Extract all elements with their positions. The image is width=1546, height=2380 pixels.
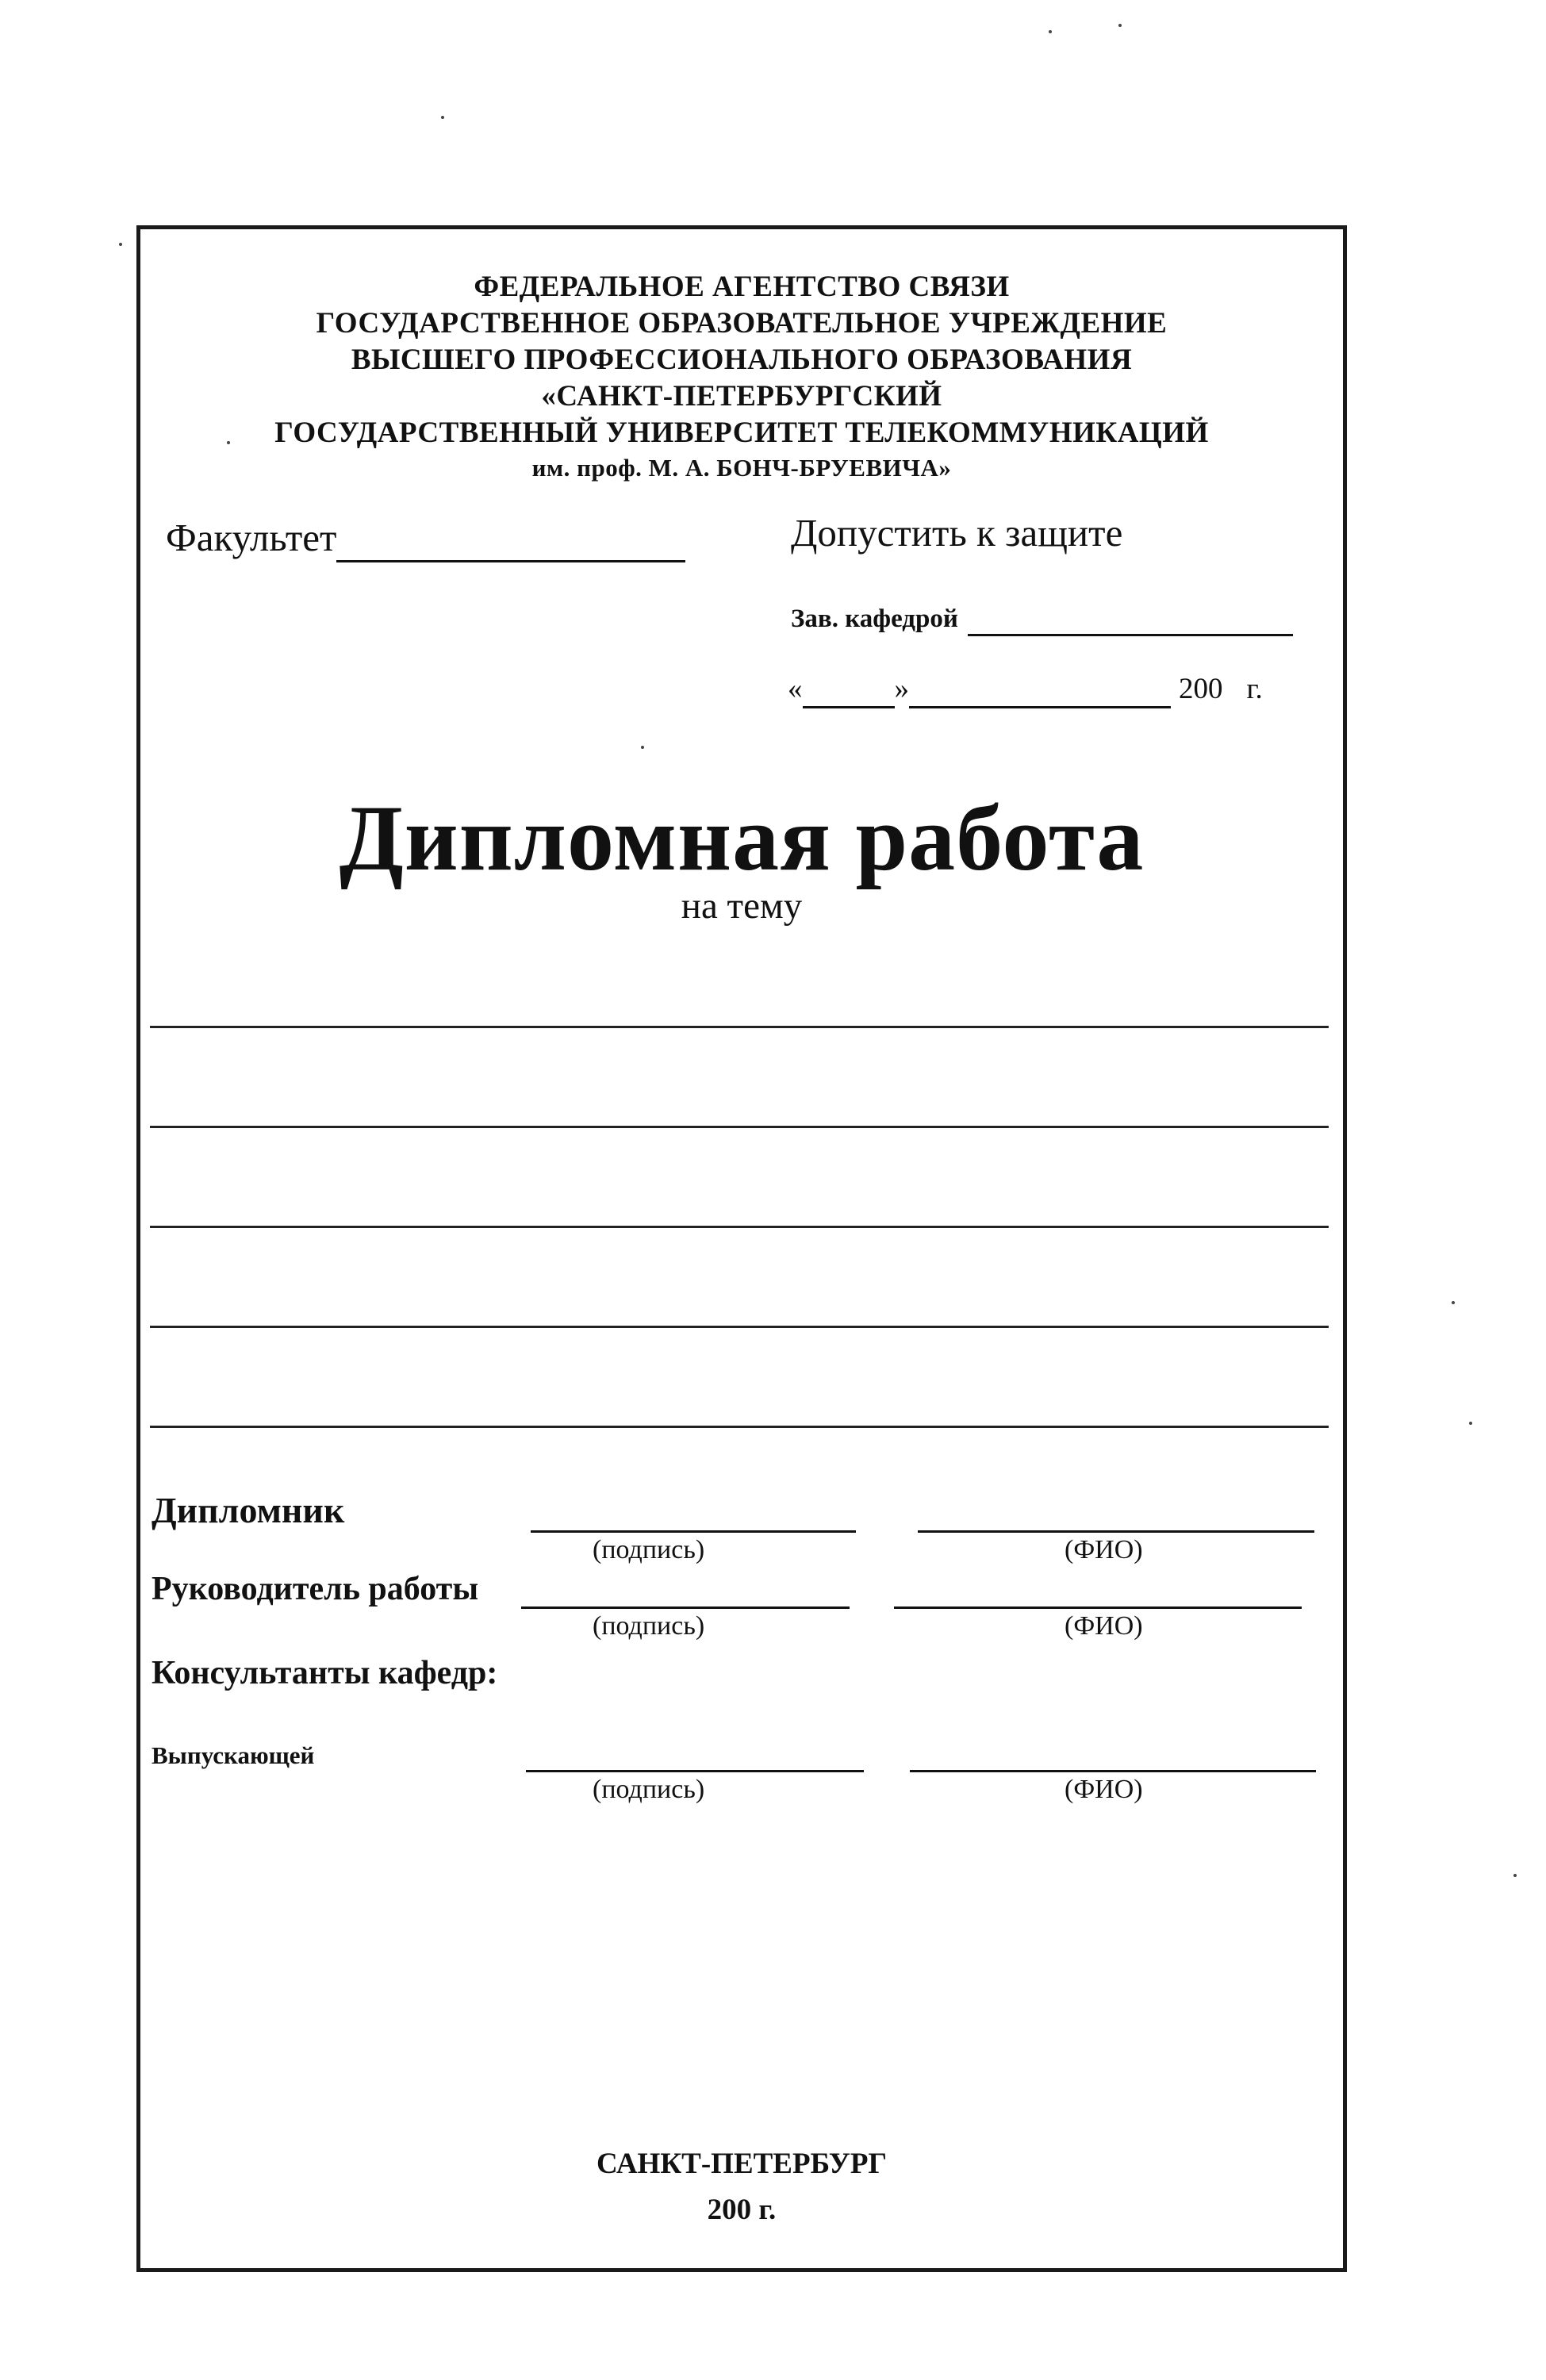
supervisor-signature-caption: (подпись): [593, 1611, 705, 1641]
approval-year-suffix: г.: [1246, 673, 1263, 705]
topic-line-3: [150, 1226, 1329, 1228]
scan-speck: [1452, 1301, 1455, 1304]
footer: [140, 2141, 1343, 2233]
student-name-line: [918, 1530, 1314, 1533]
header-line-5: ГОСУДАРСТВЕННЫЙ УНИВЕРСИТЕТ ТЕЛЕКОММУНИКАЦИЙ: [274, 416, 1209, 449]
student-signature-line: [531, 1530, 856, 1533]
approval-year: 200: [1179, 673, 1223, 705]
consultants-label: Консультанты кафедр:: [152, 1655, 498, 1691]
faculty-label: Факультет: [166, 516, 337, 559]
header-line-1: ФЕДЕРАЛЬНОЕ АГЕНТСТВО СВЯЗИ: [474, 271, 1010, 303]
topic-label: на тему: [681, 885, 803, 927]
student-label: Дипломник: [152, 1490, 345, 1530]
scan-speck: [1049, 30, 1052, 33]
scan-speck: [1118, 24, 1122, 27]
date-quote-close: »: [894, 673, 909, 705]
student-name-caption: (ФИО): [1065, 1535, 1143, 1564]
graduating-signature-line: [526, 1770, 864, 1772]
day-blank-line: [803, 672, 895, 708]
department-head-field: [791, 605, 1293, 636]
page-title: Дипломная работа: [339, 786, 1145, 890]
supervisor-label: Руководитель работы: [152, 1571, 479, 1607]
faculty-field: [166, 515, 685, 562]
institution-header: [140, 269, 1343, 485]
faculty-blank-line: [336, 515, 685, 562]
scan-speck: [227, 441, 230, 444]
scan-speck: [1469, 1422, 1472, 1425]
scan-speck: [441, 116, 444, 119]
scan-speck: [1513, 1874, 1517, 1877]
topic-line-5: [150, 1426, 1329, 1428]
header-line-4: «САНКТ-ПЕТЕРБУРГСКИЙ: [541, 380, 942, 413]
department-head-label: Зав. кафедрой: [791, 605, 958, 633]
topic-line-2: [150, 1126, 1329, 1128]
topic-line-4: [150, 1326, 1329, 1328]
student-signature-caption: (подпись): [593, 1535, 705, 1564]
supervisor-name-caption: (ФИО): [1065, 1611, 1143, 1641]
footer-year: 200 г.: [707, 2194, 777, 2226]
footer-city: САНКТ-ПЕТЕРБУРГ: [596, 2148, 888, 2180]
graduating-signature-caption: (подпись): [593, 1775, 705, 1804]
approval-date-field: [788, 672, 1263, 708]
header-line-3: ВЫСШЕГО ПРОФЕССИОНАЛЬНОГО ОБРАЗОВАНИЯ: [351, 344, 1133, 376]
graduating-name-caption: (ФИО): [1065, 1775, 1143, 1804]
approval-label: Допустить к защите: [791, 511, 1123, 555]
graduating-department-label: Выпускающей: [152, 1741, 315, 1769]
header-line-2: ГОСУДАРСТВЕННОЕ ОБРАЗОВАТЕЛЬНОЕ УЧРЕЖДЕНИЕ: [316, 307, 1168, 340]
scan-speck: [119, 243, 122, 246]
scan-speck: [641, 746, 644, 749]
title-page-frame: [136, 225, 1347, 2272]
topic-line-1: [150, 1026, 1329, 1028]
supervisor-signature-line: [521, 1606, 850, 1609]
month-blank-line: [909, 672, 1171, 708]
department-head-blank-line: [968, 605, 1293, 636]
header-line-6: им. проф. М. А. БОНЧ-БРУЕВИЧА»: [531, 454, 952, 482]
graduating-name-line: [910, 1770, 1316, 1772]
supervisor-name-line: [894, 1606, 1302, 1609]
date-quote-open: «: [788, 673, 803, 705]
